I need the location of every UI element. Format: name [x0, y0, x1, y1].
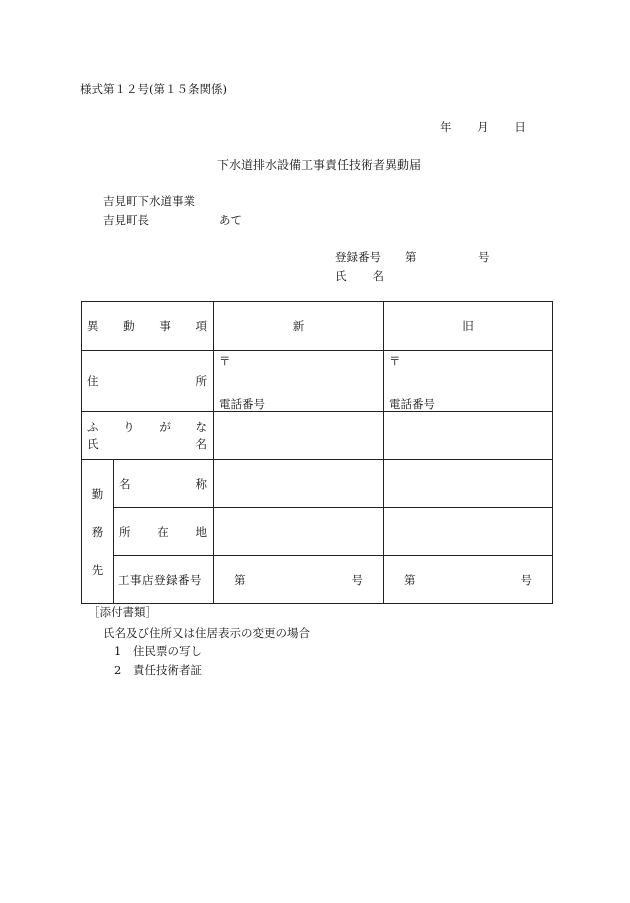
registration-dai: 第 [405, 250, 417, 264]
workplace-name-row [82, 460, 553, 508]
workplace-registration-new-cell[interactable]: 第 号 [214, 556, 384, 604]
addressee-name: 吉見町長 [103, 213, 149, 227]
change-form-table [81, 301, 553, 604]
header-new: 新 [214, 302, 384, 351]
registration-number-label: 登録番号 [335, 250, 381, 264]
workplace-label: 勤 務 先 [82, 460, 114, 604]
workplace-registration-row [82, 556, 553, 604]
workplace-location-label: 所 在 地 [114, 508, 214, 556]
table-header-row [82, 302, 553, 351]
address-old-cell[interactable] [384, 351, 553, 412]
workplace-registration-old-cell[interactable]: 第 号 [384, 556, 553, 604]
form-number: 様式第１２号(第１５条関係) [80, 82, 227, 96]
workplace-location-row [82, 508, 553, 556]
addressee-org: 吉見町下水道事業 [103, 194, 195, 208]
postal-mark-old: 〒 [389, 354, 401, 368]
postal-mark-new: 〒 [219, 354, 231, 368]
address-row [82, 351, 553, 412]
workplace-name-label: 名 称 [114, 460, 214, 508]
header-change-items: 異 動 事 項 [82, 302, 214, 351]
workplace-name-old-cell[interactable] [384, 460, 553, 508]
phone-label-new: 電話番号 [219, 397, 265, 411]
name-new-cell[interactable] [214, 412, 384, 460]
address-new-cell[interactable] [214, 351, 384, 412]
attachment-item: 2 責任技術者証 [114, 663, 202, 677]
workplace-name-new-cell[interactable] [214, 460, 384, 508]
registrant-name-label: 氏 名 [335, 269, 384, 283]
attachment-item: 1 住民票の写し [114, 644, 202, 658]
date-line [440, 119, 526, 135]
header-old: 旧 [384, 302, 553, 351]
month-label: 月 [477, 120, 489, 134]
furigana-name-label: ふ り が な 氏 名 [82, 412, 214, 460]
attachments-condition: 氏名及び住所又は住居表示の変更の場合 [103, 626, 310, 640]
workplace-location-old-cell[interactable] [384, 508, 553, 556]
document-title: 下水道排水設備工事責任技術者異動届 [217, 158, 422, 172]
name-row [82, 412, 553, 460]
day-label: 日 [514, 120, 526, 134]
addressee-suffix: あて [219, 213, 242, 227]
workplace-registration-label: 工事店登録番号 [114, 556, 214, 604]
address-label: 住 所 [82, 351, 214, 412]
name-old-cell[interactable] [384, 412, 553, 460]
attachments-heading: ［添付書類］ [88, 605, 157, 619]
registration-go: 号 [478, 250, 490, 264]
phone-label-old: 電話番号 [389, 397, 435, 411]
year-label: 年 [440, 120, 452, 134]
workplace-location-new-cell[interactable] [214, 508, 384, 556]
